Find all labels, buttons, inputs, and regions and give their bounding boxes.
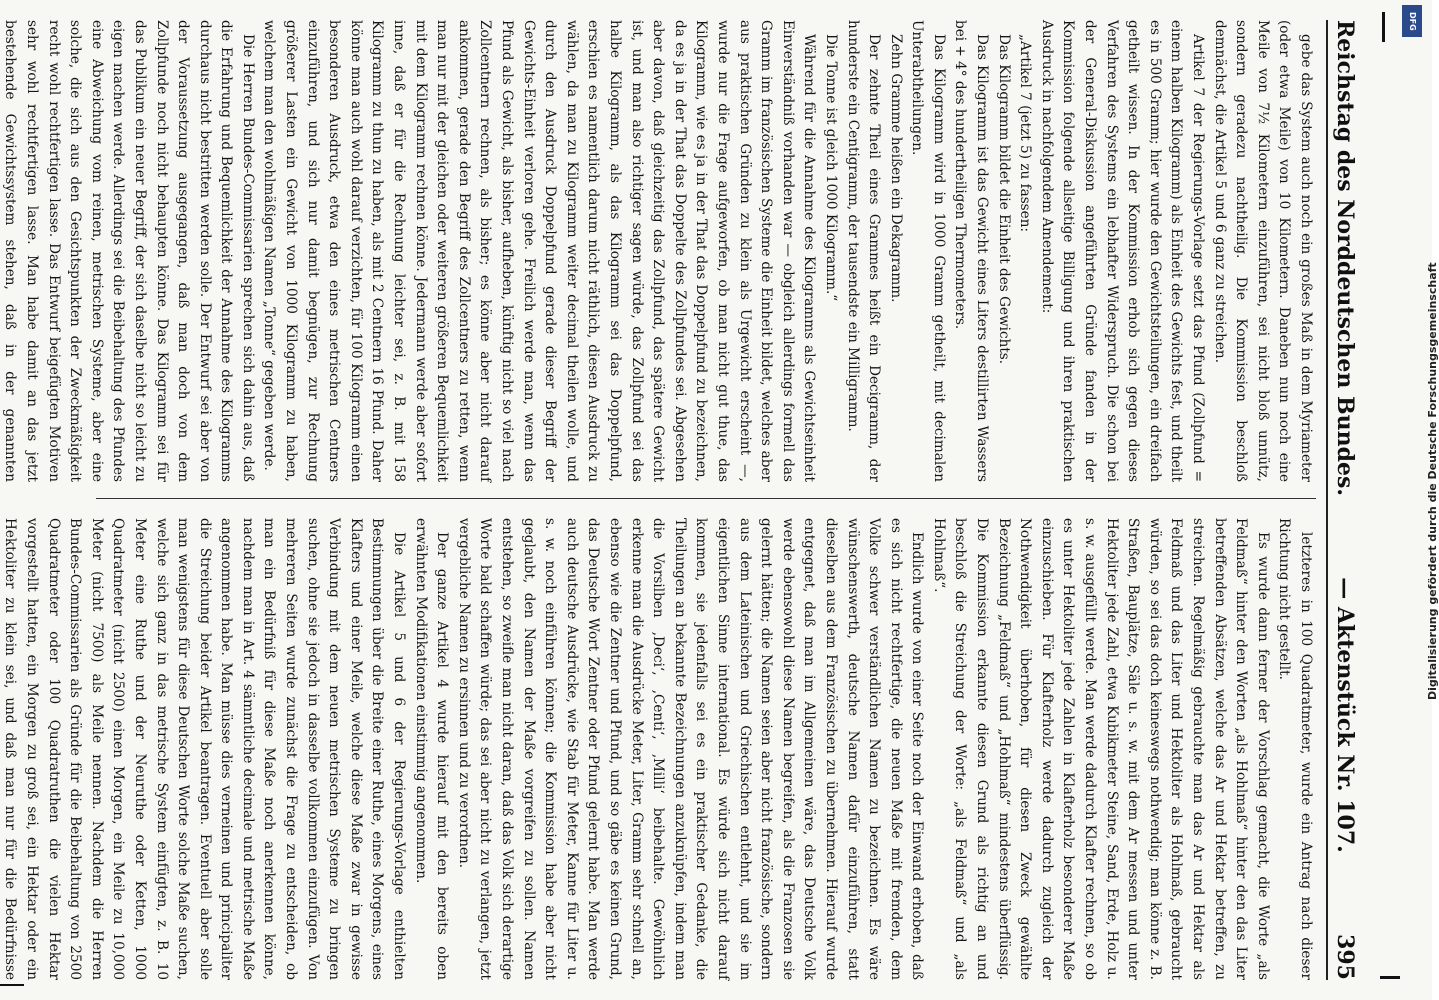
scan-edge-mark-bottom-left	[0, 984, 24, 986]
paragraph: Das Kilogramm ist das Gewicht eines Liters destillirten Wassers bei + 4° des hundertheiligen Thermometers.	[952, 20, 991, 482]
watermark-strip	[1398, 0, 1439, 1000]
paragraph: Die Herren Bundes-Commissarien sprechen sich dahin aus, daß die Erfahrung und Bequemlichkeit der Annahme des Kilogramms durchaus nicht bestritten werden solle. Der Entwurf sei aber von der Voraussetzung ausgegangen, daß man doch von dem Zollpfunde noch nicht behaupten könne. Das Kilogramm sei für das Publikum ein neuer Begriff, der sich daselbe nicht so leicht zu eigen machen werde. Allerdings sei die Beibehaltung des Pfundes eine Abweichung vom reinen, metrischen Systeme, aber eine solche, die sich aus den Gesichtspunkten der Zweckmäßigkeit recht wohl rechtfertigen lasse. Das Entwurf beigefügten Motiven sehr wohl rechtfertigen lasse. Man habe damit an das jetzt bestehende Gewichtssystem stehen, daß in der genannten	[2, 20, 256, 482]
header-left-title: Reichstag des Norddeutschen Bundes.	[1332, 20, 1358, 497]
paragraph: Es wurde dann ferner der Vorschlag gemacht, die Worte „als Feldmaß“ hinter den Worten „als Hohlmaß“ hinter den das Liter betreffenden Absätzen, welche das Ar und Hektar betreffen, zu streichen. Regelmäßig gebrauchte man das Ar und Hektar als Feldmaß und das Liter und Hektoliter als Hohlmaß, gebraucht würden, so sei das doch keineswegs nothwendig; man könne z. B. Straßen, Bauplätze, Säle u. s. w. mit dem Ar messen und unter Hektoliter jede Zahl, etwa Kubikmeter Steine, Sand, Erde, Holz u. s. w. ausgefüllt werde. Man werde dadurch Klafter rechnen, so ob es unter Hektoliter jede Zahlen in Klafterholz besonderer Maße einzuschieben. Für Klafterholz werde dadurch zugleich der Nothwendigkeit überhoben, für diesen Zweck gewählte Bezeichnung „Feldmaß“ und „Hohlmaß“ mindestens überflüssig. Die Kommission erkannte diesen Grund als richtig an und beschloß die Streichung der Worte: „als Feldmaß“ und „als Hohlmaß“.	[930, 518, 1271, 980]
text-column-right	[2, 20, 1316, 482]
paragraph: gebe das System auch noch ein großes Maß in dem Myriameter (oder etwa Meile) von 10 Kilometern. Daneben nun noch eine Meile von 7½ Kilometern einzuführen, sei nicht bloß unnütz, sondern geradezu nachtheilig. Die Kommission beschloß demnächst, die Artikel 5 und 6 ganz zu streichen.	[1211, 20, 1314, 482]
paragraph: Während für die Annahme des Kilogramms als Gewichtseinheit Einverständniß vorhanden war — obgleich allerdings formell das Gramm im französischen Systeme die Einheit bildet, welches aber aus praktischen Gründen zu klein als Urgewicht erscheint —, wurde nur die Frage aufgeworfen, ob man nicht gut thue, das Kilogramm, wie es ja in der That das Doppelpfund zu bezeichnen, da es ja in der That das Doppelte des Zollpfundes sei. Abgesehen aber davon, daß gleichzeitig das Zollpfund, das spätere Gewicht ist, und man also richtiger sagen würde, das Zollpfund sei das halbe Kilogramm, als das Kilogramm sei das Doppelpfund, erschien es namentlich darum nicht räthlich, diesen Ausdruck zu wählen, da man zu Kilogramm weiter decimal theilen wolle, und durch den Ausdruck Doppelpfund gerade dieser Begriff der Gewichts-Einheit verloren gehe. Freilich werde man, wenn das Pfund als Gewicht, als bisher, aufheben, künftig nicht so viel nach Zollcentnern rechnen, als bisher; es könne aber nicht darauf ankommen, gerade den Begriff des Zollcentners zu retten, wenn man nur mit der gleichen oder weiteren größeren Bequemlichkeit mit dem Kilogramm rechnen könne. Jedermann werde aber sofort inne, daß er für die Rechnung leichter sei, z. B. mit 158 Kilogramm zu thun zu haben, als mit 2 Centnern 16 Pfund. Daher könne man auch wohl darauf verzichten, für 100 Kilogramm einen besonderen Ausdruck, etwa den eines metrischen Centners einzuführen, und sich nur damit begnügen, zur Rechnung größerer Lasten ein Gewicht von 1000 Kilogramm zu haben, welchem man den wohlmäßigen Namen „Tonne“ gegeben werde.	[261, 20, 818, 482]
page-number: 395	[1332, 934, 1358, 980]
rotated-page	[2, 20, 1370, 980]
dfg-logo: DFG	[1402, 5, 1422, 37]
paragraph: Der zehnte Theil eines Grammes heißt ein Decigramm, der hunderste ein Centigramm, der tausendste ein Milligramm.	[844, 20, 883, 482]
paragraph: Das Kilogramm bildet die Einheit des Gewichts.	[995, 34, 1012, 365]
scan-edge-mark-bottom-right	[1380, 976, 1400, 979]
paragraph: letzteres in 100 Quadratmeter, wurde ein Antrag nach dieser Richtung nicht gestellt.	[1276, 518, 1314, 980]
page-header	[1326, 20, 1370, 980]
paragraph: Artikel 7 der Regierungs-Vorlage setzt das Pfund (Zollpfund = einem halben Kilogramm) als Einheit des Gewichts fest, und theilt es in 500 Gramm; hier wurde den Gewichtsteilungen, ein dreifach getheilt wissen. In der Kommission erhob sich gegen dieses Verfahren des Systems ein lebhafter Widerspruch. Die schon bei der General-Diskussion angeführten Gründe fanden in der Kommission folgende allseitige Billigung und ihren praktischen Ausdruck in nachfolgendem Amendement:	[1038, 20, 1207, 482]
paragraph: Endlich wurde von einer Seite noch der Einwand erhoben, daß es sich nicht rechtfertige, die neuen Maße mit fremden, dem Volke schwer verständlichen Namen zu bezeichnen. Es wäre wünschenswerth, deutsche Namen dafür einzuführen, statt dieselben aus dem Französischen zu übernehmen. Hierauf wurde entgegnet, daß man im Allgemeinen wäre, das Deutsche Volk werde ebensowohl diese Namen begreifen, als die Franzosen sie gelernt hätten; die Namen seien aber nicht französische, sondern aus dem Lateinischen und Griechischen entlehnt, und sie im eigentlichen Sinne international. Es würde sich nicht darauf kommen, sie jedenfalls sei es ein praktischer Gedanke, die Theilungen an bekannte Bezeichnungen anzuknüpfen, indem man die Vorsilben ‚Deci‘, ‚Centi‘, ‚Milli‘ beibehalte. Gewöhnlich erkenne man die Ausdrücke Meter, Liter, Gramm sehr schnell an, ebenso wie die Zentner und Pfund, und so gäbe es keinen Grund, das Deutsche Wort Zentner oder Pfund gelernt habe. Man werde auch deutsche Ausdrücke, wie Stab für Meter, Kanne für Liter u. s. w. noch einführen können; die Kommission habe aber nicht geglaubt, den Namen der Maße vorgreifen zu sollen. Namen entstehen, so zweifle man nicht daran, daß das Volk sich derartige Worte bald schaffen würde; das sei aber nicht zu verlangen, jetzt vergebliche Namen zu ersinnen und zu verordnen.	[455, 518, 926, 980]
scan-edge-mark-top-right	[1382, 12, 1385, 42]
paragraph: Die Tonne ist gleich 1000 Kilogramm.“	[822, 34, 839, 302]
paragraph: Das Kilogramm wird in 1000 Gramm getheilt, mit decimalen Unterabtheilungen.	[909, 20, 947, 482]
text-column-left	[2, 518, 1316, 980]
watermark-text: Digitalisierung gefördert durch die Deutsche Forschungsgemeinschaft	[1426, 262, 1439, 700]
column-divider	[96, 498, 1316, 499]
paragraph: „Artikel 7 (jetzt 5) zu fassen:	[1017, 34, 1034, 233]
paragraph: Der ganze Artikel 4 wurde hierauf mit den bereits oben erwähnten Modifikationen einstimmig angenommen.	[412, 518, 451, 980]
header-center-title: — Aktenstück Nr. 107.	[1332, 577, 1358, 853]
paragraph: Die Artikel 5 und 6 der Regierungs-Vorlage enthielten Bestimmungen über die Breite einer Ruthe, eines Morgens, eines Klafters und einer Meile, welche diese Maße zwar in gewisse Verbindung mit dem neuen metrischen Systeme zu bringen suchen, ohne sie jedoch in dasselbe vollkommen einzufügen. Von mehreren Seiten wurde zunächst die Frage zu entscheiden, ob man ein Bedürfniß für diese Maße noch anerkennen könne, nachdem man in Art. 4 sämmtliche decimale und metrische Maße angenommen habe. Man müsse dies verneinen und principaliter die Streichung beider Artikel beantragen. Eventuell aber solle man wenigstens für diese Deutschen Worte solche Maße suchen, welche sich ganz in das metrische System einfügten, z. B. 10 Meter eine Ruthe und der Neuruthe oder Ketten, 1000 Quadratmeter (nicht 2500) einen Morgen, ein Meile zu 10,000 Meter (nicht 7500) als Meile nennen. Nachdem die Herren Bundes-Commissarien als Gründe für die Beibehaltung von 2500 Quadratmeter oder 100 Quadratruthen die vielen Hektar vorgestellt hatten, ein Morgen zu groß sei, ein Hektar oder ein Hektoliter zu klein sei, und daß man nur für die Bedürfnisse	[2, 518, 408, 980]
paragraph: Zehn Gramme heißen ein Dekagramm.	[887, 34, 904, 303]
